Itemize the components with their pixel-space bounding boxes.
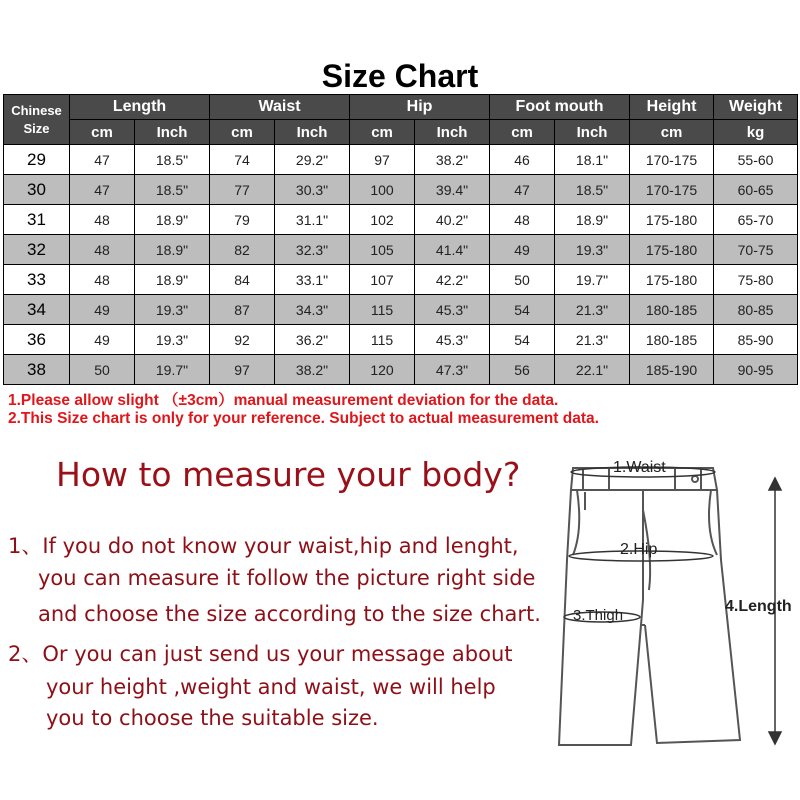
table-cell: 170-175 bbox=[630, 145, 714, 175]
table-cell: 18.9" bbox=[135, 205, 210, 235]
table-cell: 19.3" bbox=[555, 235, 630, 265]
table-cell: 21.3" bbox=[555, 325, 630, 355]
table-cell: 77 bbox=[210, 175, 275, 205]
table-cell: 38.2" bbox=[415, 145, 490, 175]
table-cell: 48 bbox=[490, 205, 555, 235]
size-cell: 29 bbox=[4, 145, 70, 175]
table-row bbox=[4, 235, 798, 265]
unit-header: cm bbox=[630, 120, 714, 145]
table-cell: 19.7" bbox=[135, 355, 210, 385]
table-cell: 39.4" bbox=[415, 175, 490, 205]
unit-header: Inch bbox=[555, 120, 630, 145]
waist-label: 1.Waist bbox=[613, 459, 666, 476]
table-cell: 102 bbox=[350, 205, 415, 235]
table-cell: 34.3" bbox=[275, 295, 350, 325]
table-cell: 82 bbox=[210, 235, 275, 265]
size-chart-body bbox=[4, 145, 798, 385]
table-cell: 97 bbox=[350, 145, 415, 175]
group-header-foot-mouth: Foot mouth bbox=[490, 95, 630, 120]
group-header-waist: Waist bbox=[210, 95, 350, 120]
table-cell: 60-65 bbox=[714, 175, 798, 205]
table-row bbox=[4, 205, 798, 235]
table-cell: 45.3" bbox=[415, 295, 490, 325]
table-cell: 65-70 bbox=[714, 205, 798, 235]
page-title: Size Chart bbox=[321, 58, 479, 94]
table-row bbox=[4, 325, 798, 355]
table-cell: 29.2" bbox=[275, 145, 350, 175]
table-cell: 45.3" bbox=[415, 325, 490, 355]
table-cell: 22.1" bbox=[555, 355, 630, 385]
table-row bbox=[4, 145, 798, 175]
table-cell: 18.9" bbox=[555, 205, 630, 235]
unit-header: cm bbox=[490, 120, 555, 145]
table-cell: 48 bbox=[70, 265, 135, 295]
thigh-label: 3.Thigh bbox=[573, 607, 624, 624]
size-cell: 38 bbox=[4, 355, 70, 385]
table-row bbox=[4, 355, 798, 385]
table-cell: 19.3" bbox=[135, 295, 210, 325]
unit-header: Inch bbox=[135, 120, 210, 145]
table-cell: 56 bbox=[490, 355, 555, 385]
table-cell: 120 bbox=[350, 355, 415, 385]
table-cell: 74 bbox=[210, 145, 275, 175]
size-cell: 33 bbox=[4, 265, 70, 295]
table-cell: 107 bbox=[350, 265, 415, 295]
header-row-groups bbox=[4, 95, 798, 120]
table-cell: 47.3" bbox=[415, 355, 490, 385]
howto-line: 2、Or you can just send us your message about bbox=[8, 642, 513, 666]
table-cell: 180-185 bbox=[630, 295, 714, 325]
size-cell: 34 bbox=[4, 295, 70, 325]
unit-header: Inch bbox=[415, 120, 490, 145]
table-cell: 18.1" bbox=[555, 145, 630, 175]
table-cell: 97 bbox=[210, 355, 275, 385]
table-cell: 54 bbox=[490, 295, 555, 325]
group-header-length: Length bbox=[70, 95, 210, 120]
table-cell: 175-180 bbox=[630, 205, 714, 235]
group-header-weight: Weight bbox=[714, 95, 798, 120]
howto-line: and choose the size according to the size chart. bbox=[38, 602, 541, 626]
table-cell: 40.2" bbox=[415, 205, 490, 235]
table-cell: 48 bbox=[70, 235, 135, 265]
note-reference: 2.This Size chart is only for your reference. Subject to actual measurement data. bbox=[8, 410, 599, 427]
howto-heading: How to measure your body? bbox=[56, 455, 521, 494]
howto-line: you to choose the suitable size. bbox=[46, 706, 379, 730]
table-cell: 84 bbox=[210, 265, 275, 295]
table-cell: 38.2" bbox=[275, 355, 350, 385]
table-cell: 19.3" bbox=[135, 325, 210, 355]
note-deviation: 1.Please allow slight （±3cm）manual measurement deviation for the data. bbox=[8, 392, 559, 409]
table-cell: 70-75 bbox=[714, 235, 798, 265]
table-cell: 18.9" bbox=[135, 265, 210, 295]
table-cell: 75-80 bbox=[714, 265, 798, 295]
unit-header: Inch bbox=[275, 120, 350, 145]
table-cell: 47 bbox=[70, 145, 135, 175]
table-cell: 170-175 bbox=[630, 175, 714, 205]
table-cell: 54 bbox=[490, 325, 555, 355]
table-cell: 185-190 bbox=[630, 355, 714, 385]
size-cell: 30 bbox=[4, 175, 70, 205]
corner-label-line1: Chinese bbox=[11, 102, 62, 118]
length-label: 4.Length bbox=[725, 598, 792, 615]
table-cell: 115 bbox=[350, 325, 415, 355]
table-cell: 41.4" bbox=[415, 235, 490, 265]
table-cell: 180-185 bbox=[630, 325, 714, 355]
table-cell: 18.5" bbox=[555, 175, 630, 205]
table-cell: 79 bbox=[210, 205, 275, 235]
size-cell: 32 bbox=[4, 235, 70, 265]
table-cell: 18.5" bbox=[135, 175, 210, 205]
table-cell: 85-90 bbox=[714, 325, 798, 355]
table-cell: 90-95 bbox=[714, 355, 798, 385]
size-cell: 36 bbox=[4, 325, 70, 355]
table-cell: 92 bbox=[210, 325, 275, 355]
table-cell: 46 bbox=[490, 145, 555, 175]
table-cell: 33.1" bbox=[275, 265, 350, 295]
header-row-units bbox=[4, 120, 798, 145]
hip-label: 2.Hip bbox=[620, 541, 658, 558]
table-cell: 36.2" bbox=[275, 325, 350, 355]
unit-header: kg bbox=[714, 120, 798, 145]
unit-header: cm bbox=[70, 120, 135, 145]
howto-line: 1、If you do not know your waist,hip and lenght, bbox=[8, 534, 519, 558]
table-cell: 49 bbox=[70, 295, 135, 325]
table-cell: 30.3" bbox=[275, 175, 350, 205]
table-cell: 175-180 bbox=[630, 265, 714, 295]
table-cell: 55-60 bbox=[714, 145, 798, 175]
table-cell: 21.3" bbox=[555, 295, 630, 325]
unit-header: cm bbox=[350, 120, 415, 145]
table-cell: 47 bbox=[70, 175, 135, 205]
table-cell: 32.3" bbox=[275, 235, 350, 265]
table-cell: 100 bbox=[350, 175, 415, 205]
group-header-height: Height bbox=[630, 95, 714, 120]
unit-header: cm bbox=[210, 120, 275, 145]
table-cell: 175-180 bbox=[630, 235, 714, 265]
howto-line: you can measure it follow the picture right side bbox=[38, 566, 536, 590]
size-chart-table bbox=[3, 94, 798, 385]
table-cell: 19.7" bbox=[555, 265, 630, 295]
size-cell: 31 bbox=[4, 205, 70, 235]
table-cell: 31.1" bbox=[275, 205, 350, 235]
table-cell: 87 bbox=[210, 295, 275, 325]
table-row bbox=[4, 175, 798, 205]
table-cell: 49 bbox=[70, 325, 135, 355]
shorts-measurement-diagram bbox=[545, 450, 800, 750]
group-header-hip: Hip bbox=[350, 95, 490, 120]
chinese-size-header bbox=[4, 95, 70, 145]
table-row bbox=[4, 265, 798, 295]
table-cell: 42.2" bbox=[415, 265, 490, 295]
table-cell: 80-85 bbox=[714, 295, 798, 325]
table-row bbox=[4, 295, 798, 325]
table-cell: 47 bbox=[490, 175, 555, 205]
table-cell: 115 bbox=[350, 295, 415, 325]
table-cell: 18.5" bbox=[135, 145, 210, 175]
table-cell: 50 bbox=[490, 265, 555, 295]
corner-label-line2: Size bbox=[23, 120, 50, 136]
table-cell: 50 bbox=[70, 355, 135, 385]
table-cell: 49 bbox=[490, 235, 555, 265]
table-cell: 48 bbox=[70, 205, 135, 235]
howto-line: your height ,weight and waist, we will help bbox=[46, 675, 496, 699]
table-cell: 18.9" bbox=[135, 235, 210, 265]
table-cell: 105 bbox=[350, 235, 415, 265]
